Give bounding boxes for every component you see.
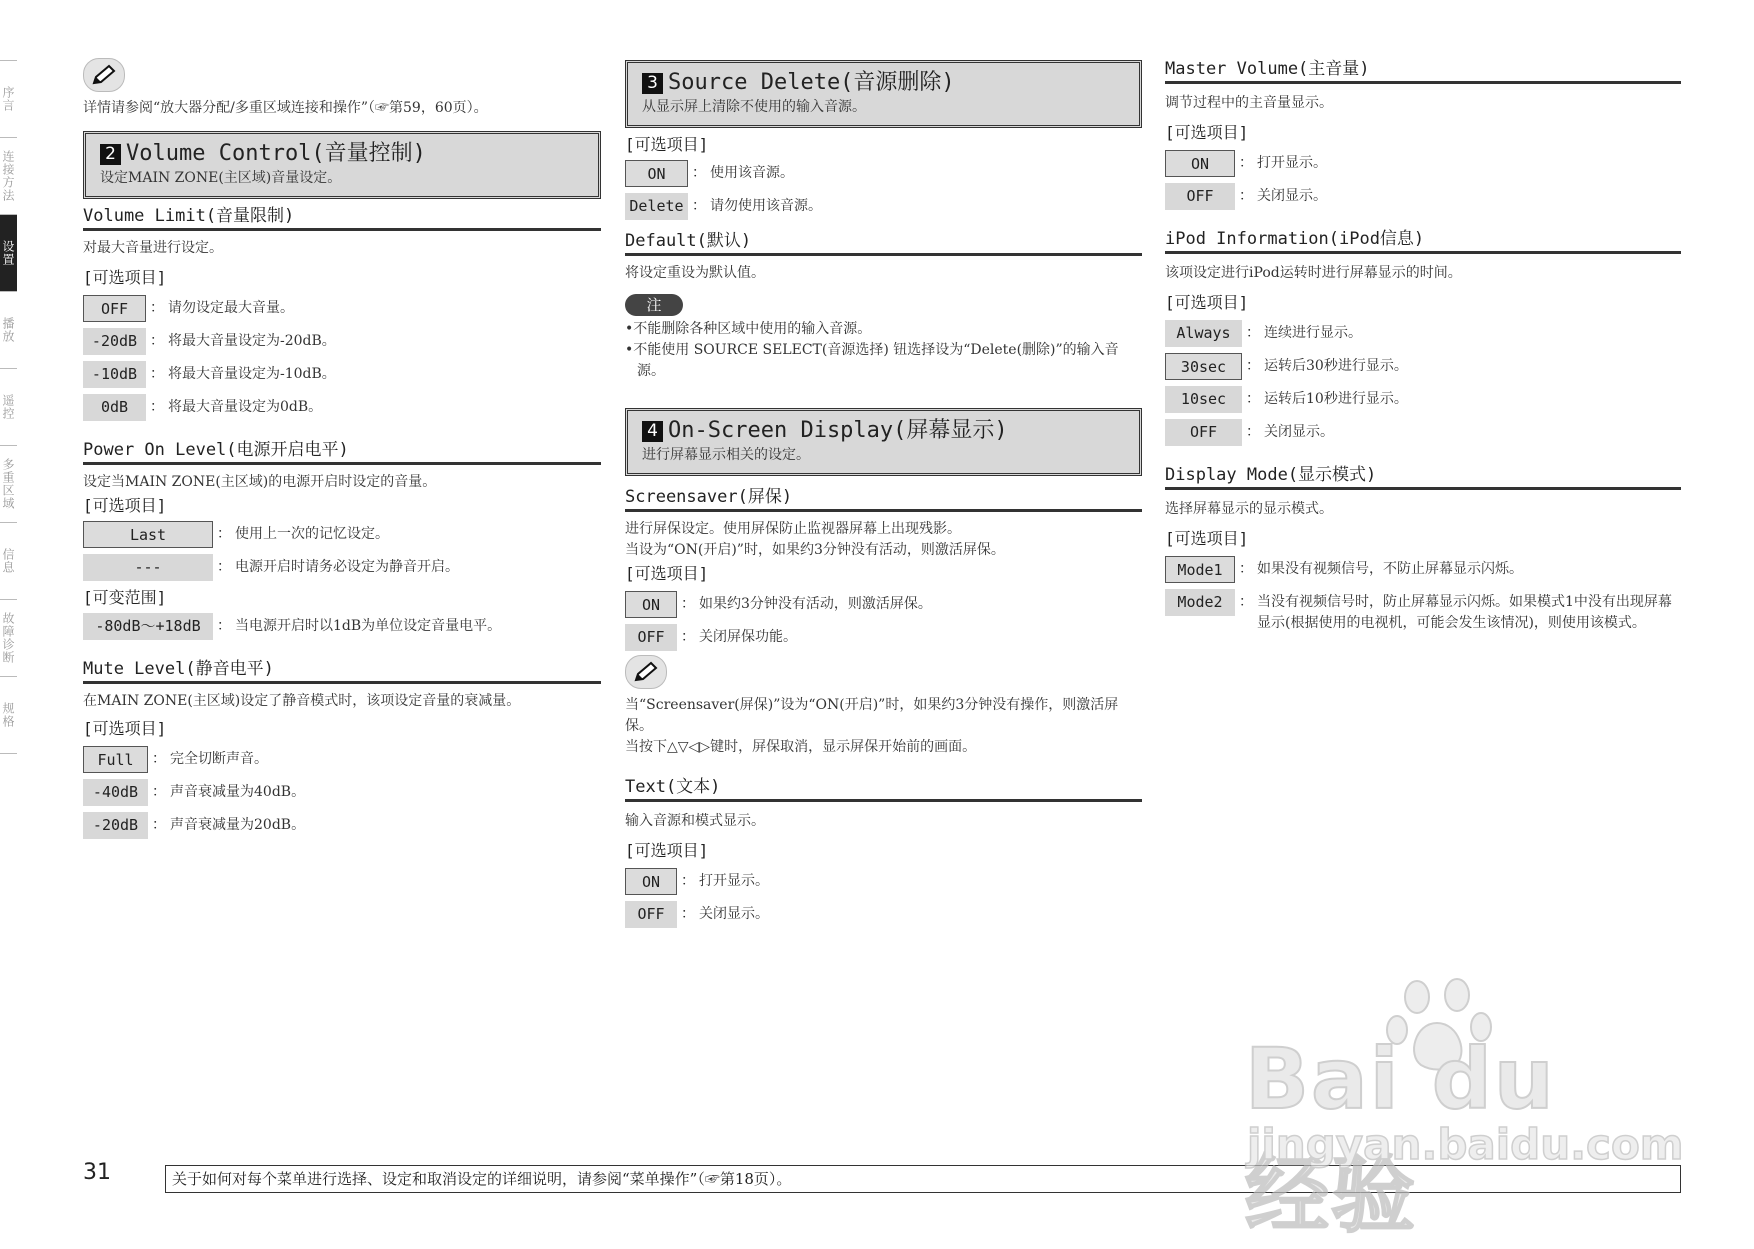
power-on-level-desc: 设定当MAIN ZONE(主区域)的电源开启时设定的音量。 bbox=[83, 474, 437, 490]
option-desc: 打开显示。 bbox=[699, 873, 769, 889]
display-mode-desc: 选择屏幕显示的显示模式。 bbox=[1165, 501, 1333, 517]
side-tab-remote[interactable]: 遥控 bbox=[0, 368, 17, 445]
volume-limit-heading: Volume Limit(音量限制) bbox=[83, 205, 601, 231]
note-item: •不能使用 SOURCE SELECT(音源选择) 钮选择设为“Delete(删除)”的输入音源。 bbox=[625, 342, 1119, 379]
option-full[interactable]: Full bbox=[83, 746, 148, 773]
section-subtitle: 进行屏幕显示相关的设定。 bbox=[642, 447, 810, 463]
option-10sec[interactable]: 10sec bbox=[1165, 386, 1242, 413]
option-desc: 请勿设定最大音量。 bbox=[168, 300, 294, 316]
option-desc: 关闭显示。 bbox=[699, 906, 769, 922]
option-minus10db[interactable]: -10dB bbox=[83, 361, 146, 388]
option-desc: 将最大音量设定为0dB。 bbox=[168, 399, 323, 415]
note-item: •不能删除各种区域中使用的输入音源。 bbox=[625, 321, 872, 337]
option-desc: 关闭显示。 bbox=[1264, 424, 1334, 440]
side-tab-information[interactable]: 信息 bbox=[0, 522, 17, 599]
option-off[interactable]: OFF bbox=[1165, 419, 1242, 446]
note-badge: 注 bbox=[625, 294, 683, 316]
range-label: [可变范围] bbox=[83, 588, 167, 607]
options-label: [可选项目] bbox=[625, 564, 709, 583]
section-number: 4 bbox=[642, 421, 663, 442]
option-desc: 完全切断声音。 bbox=[170, 751, 268, 767]
option-desc: 当电源开启时以1dB为单位设定音量电平。 bbox=[235, 618, 502, 634]
side-tab-setup[interactable]: 设置 bbox=[0, 214, 17, 291]
option-always[interactable]: Always bbox=[1165, 320, 1242, 347]
side-tab-troubleshooting[interactable]: 故障诊断 bbox=[0, 599, 17, 676]
mute-level-desc: 在MAIN ZONE(主区域)设定了静音模式时，该项设定音量的衰减量。 bbox=[83, 693, 521, 709]
section-title: Volume Control(音量控制) bbox=[126, 141, 426, 166]
option-on[interactable]: ON bbox=[625, 868, 677, 895]
option-off[interactable]: OFF bbox=[625, 901, 677, 928]
option-mode2[interactable]: Mode2 bbox=[1165, 589, 1235, 616]
options-label: [可选项目] bbox=[83, 496, 167, 515]
option-range[interactable]: -80dB～+18dB bbox=[83, 613, 213, 640]
section-source-delete bbox=[625, 60, 1142, 128]
option-0db[interactable]: 0dB bbox=[83, 394, 146, 421]
option-on[interactable]: ON bbox=[625, 160, 688, 187]
text-desc: 输入音源和模式显示。 bbox=[625, 813, 765, 829]
pencil-note-icon bbox=[625, 655, 667, 689]
text-heading: Text(文本) bbox=[625, 776, 1142, 802]
watermark-url: jingyan.baidu.com bbox=[1247, 1120, 1684, 1169]
master-volume-desc: 调节过程中的主音量显示。 bbox=[1165, 95, 1333, 111]
section-volume-control bbox=[83, 131, 601, 199]
option-off[interactable]: OFF bbox=[1165, 183, 1235, 210]
watermark-main: Bai du 经验 bbox=[1245, 1030, 1556, 1244]
pencil-note-icon bbox=[83, 58, 125, 92]
side-tab-intro[interactable]: 序言 bbox=[0, 60, 17, 137]
option-desc: 打开显示。 bbox=[1257, 155, 1327, 171]
option-desc: 请勿使用该音源。 bbox=[710, 198, 822, 214]
option-desc: 关闭屏保功能。 bbox=[699, 629, 797, 645]
options-label: [可选项目] bbox=[625, 841, 709, 860]
option-desc: 如果没有视频信号，不防止屏幕显示闪烁。 bbox=[1257, 561, 1523, 577]
section-number: 2 bbox=[100, 144, 121, 165]
ipod-information-heading: iPod Information(iPod信息) bbox=[1165, 228, 1681, 254]
power-on-level-heading: Power On Level(电源开启电平) bbox=[83, 439, 601, 465]
side-tab-connections[interactable]: 连接方法 bbox=[0, 137, 17, 214]
option-minus20db[interactable]: -20dB bbox=[83, 328, 146, 355]
section-title: On-Screen Display(屏幕显示) bbox=[668, 418, 1008, 443]
options-label: [可选项目] bbox=[1165, 529, 1249, 548]
options-label: [可选项目] bbox=[1165, 123, 1249, 142]
section-on-screen-display bbox=[625, 408, 1142, 476]
screensaver-desc: 当设为“ON(开启)”时，如果约3分钟没有活动，则激活屏保。 bbox=[625, 542, 1005, 558]
note-text: 详情请参阅“放大器分配/多重区域连接和操作”（☞第59，60页）。 bbox=[83, 100, 488, 116]
watermark bbox=[1245, 975, 1684, 1244]
section-subtitle: 设定MAIN ZONE(主区域)音量设定。 bbox=[100, 170, 342, 186]
option-30sec[interactable]: 30sec bbox=[1165, 353, 1242, 380]
option-minus20db[interactable]: -20dB bbox=[83, 812, 148, 839]
option-delete[interactable]: Delete bbox=[625, 193, 688, 220]
option-mode1[interactable]: Mode1 bbox=[1165, 556, 1235, 583]
option-desc: 使用上一次的记忆设定。 bbox=[235, 526, 389, 542]
footer-reference: 关于如何对每个菜单进行选择、设定和取消设定的详细说明，请参阅“菜单操作”（☞第18页）。 bbox=[165, 1165, 1681, 1193]
options-label: [可选项目] bbox=[83, 268, 167, 287]
default-desc: 将设定重设为默认值。 bbox=[625, 265, 765, 281]
default-heading: Default(默认) bbox=[625, 230, 1142, 256]
option-off[interactable]: OFF bbox=[625, 624, 677, 651]
option-on[interactable]: ON bbox=[625, 591, 677, 618]
option-desc: 声音衰减量为20dB。 bbox=[170, 817, 306, 833]
side-tab-multizone[interactable]: 多重区域 bbox=[0, 445, 17, 522]
option-last[interactable]: Last bbox=[83, 521, 213, 548]
option-off[interactable]: OFF bbox=[83, 295, 146, 322]
screensaver-desc: 进行屏保设定。使用屏保防止监视器屏幕上出现残影。 bbox=[625, 521, 961, 537]
option-minus40db[interactable]: -40dB bbox=[83, 779, 148, 806]
option-desc: 运转后10秒进行显示。 bbox=[1264, 391, 1408, 407]
option-desc: 声音衰减量为40dB。 bbox=[170, 784, 306, 800]
option-on[interactable]: ON bbox=[1165, 150, 1235, 177]
ipod-information-desc: 该项设定进行iPod运转时进行屏幕显示的时间。 bbox=[1165, 265, 1462, 281]
option-desc: 关闭显示。 bbox=[1257, 188, 1327, 204]
option-desc: 运转后30秒进行显示。 bbox=[1264, 358, 1408, 374]
column-left: 详情请参阅“放大器分配/多重区域连接和操作”（☞第59，60页）。 2 Volume Control(音量控制) 设定MAIN ZONE(主区域)音量设定。 Volume Limit(音量限制) 对最大音量进行设定。 [可选项目] OFF ： 请勿设定最大音量。 -20dB ： 将最大音量设定为-20dB。 -10dB ： 将最大音量设定为-10dB。 0dB ： 将最大音量设定为0dB。 Power On Level(电源开启电平) 设定当MAIN ZONE(主区域)的电源开启时设定的音量。 [可选项目] Last ： 使用上一次的记忆设定。 --- ： 电源开启时请务必设定为静音开启。 [可变范围] -80dB～+18dB ： 当电源开启时以1dB为单位设定音量电平。 Mute Level(静音电平) 在MAIN ZONE(主区域)设定了静音模式时，该项设定音量的衰减量。 [可选项目] Full ： 完全切断声音。 -40dB ： 声音衰减量为40dB。 -20dB ： 声音衰减量为20dB。 bbox=[83, 58, 601, 845]
option-desc: 连续进行显示。 bbox=[1264, 325, 1362, 341]
section-title: Source Delete(音源删除) bbox=[668, 70, 955, 95]
option-desc: 当没有视频信号时，防止屏幕显示闪烁。如果模式1中没有出现屏幕显示(根据使用的电视机，可能会发生该情况)，则使用该模式。 bbox=[1257, 594, 1672, 631]
option-desc: 使用该音源。 bbox=[710, 165, 794, 181]
column-right: Master Volume(主音量) 调节过程中的主音量显示。 [可选项目] ON ： 打开显示。 OFF ： 关闭显示。 iPod Information(iPod信息) 该项设定进行iPod运转时进行屏幕显示的时间。 [可选项目] Always ： 连续进行显示。 30sec ： 运转后30秒进行显示。 10sec ： 运转后10秒进行显示。 OFF ： 关闭显示。 Display Mode(显示模式) 选择屏幕显示的显示模式。 [可选项目] Mode1 ： 如果没有视频信号，不防止屏幕显示闪烁。 Mode2 ： 当没有视频信号时，防止屏幕显示闪烁。如果模式1中没有出现屏幕显示(根据使用的电视机，可能会发生该情况)，则使用该模式。 bbox=[1165, 58, 1681, 649]
option-desc: 如果约3分钟没有活动，则激活屏保。 bbox=[699, 596, 932, 612]
side-tab-nav bbox=[0, 60, 52, 754]
display-mode-heading: Display Mode(显示模式) bbox=[1165, 464, 1681, 490]
screensaver-tip: 当“Screensaver(屏保)”设为“ON(开启)”时，如果约3分钟没有操作，则激活屏保。 bbox=[625, 697, 1119, 734]
screensaver-tip: 当按下△▽◁▷键时，屏保取消，显示屏保开始前的画面。 bbox=[625, 739, 977, 755]
option-desc: 将最大音量设定为-10dB。 bbox=[168, 366, 336, 382]
page-number: 31 bbox=[83, 1160, 111, 1185]
side-tab-specifications[interactable]: 规格 bbox=[0, 676, 17, 754]
master-volume-heading: Master Volume(主音量) bbox=[1165, 58, 1681, 84]
options-label: [可选项目] bbox=[625, 135, 709, 154]
volume-limit-desc: 对最大音量进行设定。 bbox=[83, 240, 223, 256]
mute-level-heading: Mute Level(静音电平) bbox=[83, 658, 601, 684]
screensaver-heading: Screensaver(屏保) bbox=[625, 486, 1142, 512]
column-middle: 3 Source Delete(音源删除) 从显示屏上清除不使用的输入音源。 [可选项目] ON ： 使用该音源。 Delete ： 请勿使用该音源。 Default(默认) 将设定重设为默认值。 注 •不能删除各种区域中使用的输入音源。 •不能使用 SOURCE SELECT(音源选择) 钮选择设为“Delete(删除)”的输入音源。 4 On-Screen Display(屏幕显示) 进行屏幕显示相关的设定。 Screensaver(屏保) 进行屏保设定。使用屏保防止监视器屏幕上出现残影。 当设为“ON(开启)”时，如果约3分钟没有活动，则激活屏保。 [可选项目] ON ： 如果约3分钟没有活动，则激活屏保。 OFF ： 关闭屏保功能。 当“Screensaver(屏保)”设为“ON(开启)”时，如果约3分钟没有操作，则激活屏保。 当按下△▽◁▷键时，屏保取消，显示屏保开始前的画面。 Text(文本) 输入音源和模式显示。 [可选项目] ON ： 打开显示。 OFF ： 关闭显示。 bbox=[625, 58, 1142, 934]
option-mute[interactable]: --- bbox=[83, 554, 213, 581]
option-desc: 将最大音量设定为-20dB。 bbox=[168, 333, 336, 349]
option-desc: 电源开启时请务必设定为静音开启。 bbox=[235, 559, 459, 575]
options-label: [可选项目] bbox=[1165, 293, 1249, 312]
side-tab-playback[interactable]: 播放 bbox=[0, 291, 17, 368]
section-number: 3 bbox=[642, 73, 663, 94]
section-subtitle: 从显示屏上清除不使用的输入音源。 bbox=[642, 99, 866, 115]
options-label: [可选项目] bbox=[83, 719, 167, 738]
